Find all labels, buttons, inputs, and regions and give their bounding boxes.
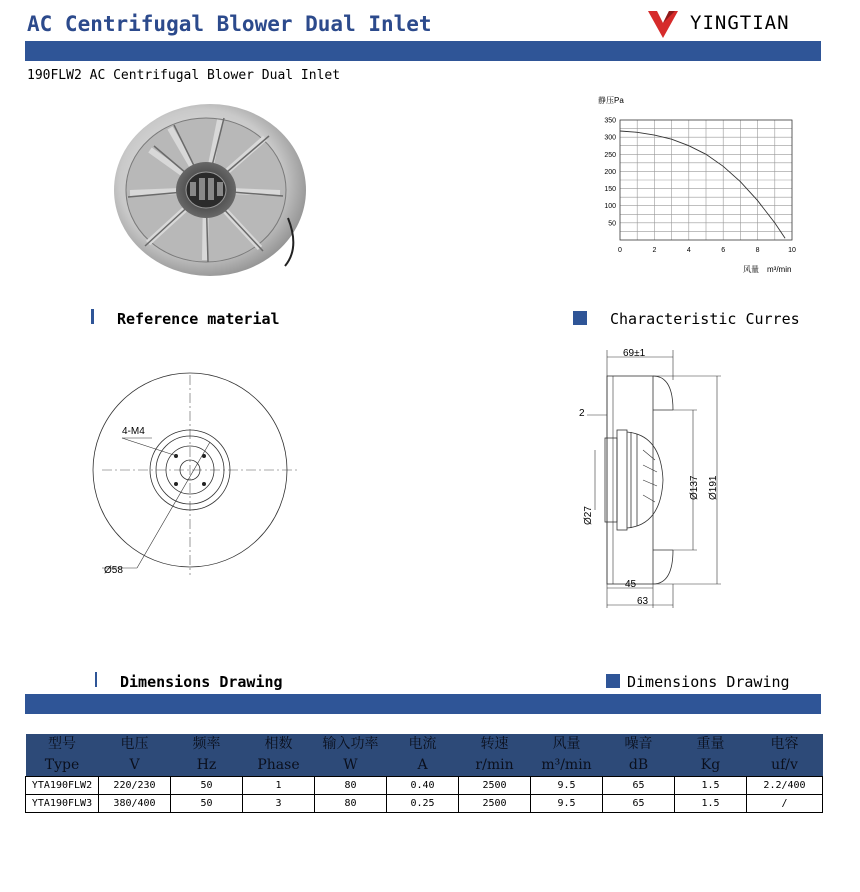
- x-tick-label: 2: [652, 247, 657, 254]
- header-cell: 风量: [531, 734, 603, 755]
- header-cell: 电容: [747, 734, 823, 755]
- table-cell: 80: [315, 777, 387, 795]
- x-tick-label: 10: [788, 247, 796, 254]
- table-header-en: [26, 755, 823, 777]
- table-cell: 3: [243, 795, 315, 813]
- x-tick-label: 6: [721, 247, 726, 254]
- spec-table: [25, 734, 823, 813]
- table-cell: 9.5: [531, 795, 603, 813]
- table-cell: 2500: [459, 795, 531, 813]
- table-cell: 1.5: [675, 777, 747, 795]
- header-cell: 相数: [243, 734, 315, 755]
- table-cell: YTA190FLW3: [26, 795, 99, 813]
- y-tick-label: 250: [604, 151, 616, 159]
- header-cell: Phase: [243, 755, 315, 777]
- header-cell: 转速: [459, 734, 531, 755]
- header-cell: 电压: [99, 734, 171, 755]
- diameter-58-label: Ø58: [104, 565, 123, 576]
- table-row: [26, 795, 823, 813]
- section-marker: [606, 674, 620, 688]
- table-cell: 50: [171, 777, 243, 795]
- d191-label: Ø191: [708, 475, 719, 500]
- header-bar: [25, 41, 821, 61]
- table-cell: 80: [315, 795, 387, 813]
- section-marker: [573, 311, 587, 325]
- table-top-bar: [25, 694, 821, 714]
- brand-name: YINGTIAN: [690, 12, 790, 34]
- side-view-drawing: [565, 340, 770, 612]
- header-cell: Kg: [675, 755, 747, 777]
- section-marker: [95, 672, 97, 687]
- header-cell: 电流: [387, 734, 459, 755]
- chart-series-line: [620, 131, 785, 238]
- chart-ylabel: 静压Pa: [598, 96, 624, 105]
- section-characteristic-curves: Characteristic Curres: [610, 310, 800, 328]
- table-cell: /: [747, 795, 823, 813]
- chart-y-ticks: [604, 118, 616, 228]
- header-cell: dB: [603, 755, 675, 777]
- blower-product-image: [110, 98, 310, 288]
- width-69-label: 69±1: [623, 348, 646, 359]
- header-cell: A: [387, 755, 459, 777]
- table-cell: 1.5: [675, 795, 747, 813]
- table-cell: 65: [603, 777, 675, 795]
- header-cell: W: [315, 755, 387, 777]
- d137-label: Ø137: [689, 475, 700, 500]
- front-view-drawing: [92, 370, 302, 585]
- dim-45-label: 45: [625, 579, 637, 590]
- thread-label: 4-M4: [122, 426, 145, 437]
- y-tick-label: 150: [604, 186, 616, 194]
- header-cell: Type: [26, 755, 99, 777]
- table-cell: 1: [243, 777, 315, 795]
- section-dimensions-drawing-right: Dimensions Drawing: [627, 673, 790, 691]
- y-tick-label: 50: [608, 220, 616, 228]
- y-tick-label: 100: [604, 203, 616, 211]
- chart-xlabel: 风量: [743, 265, 759, 274]
- characteristic-chart: [585, 90, 810, 285]
- table-cell: 0.40: [387, 777, 459, 795]
- y-tick-label: 300: [604, 134, 616, 142]
- chart-grid: [620, 120, 792, 240]
- header-cell: 重量: [675, 734, 747, 755]
- dim-63-label: 63: [637, 596, 649, 607]
- table-cell: 50: [171, 795, 243, 813]
- section-marker: [91, 309, 94, 324]
- yingtian-logo-icon: [645, 8, 681, 42]
- header-cell: 输入功率: [315, 734, 387, 755]
- table-cell: 2.2/400: [747, 777, 823, 795]
- product-subtitle: 190FLW2 AC Centrifugal Blower Dual Inlet: [27, 68, 341, 83]
- d27-label: Ø27: [583, 506, 594, 525]
- header-cell: 噪音: [603, 734, 675, 755]
- table-cell: 380/400: [99, 795, 171, 813]
- table-cell: 2500: [459, 777, 531, 795]
- table-header-cn: [26, 734, 823, 755]
- table-cell: 9.5: [531, 777, 603, 795]
- header-cell: 频率: [171, 734, 243, 755]
- x-tick-label: 0: [618, 247, 622, 254]
- x-tick-label: 8: [755, 247, 760, 254]
- header-cell: uf/v: [747, 755, 823, 777]
- gap-2-label: 2: [579, 408, 585, 419]
- table-cell: 65: [603, 795, 675, 813]
- section-dimensions-drawing-left: Dimensions Drawing: [120, 673, 283, 691]
- chart-x-ticks: [618, 247, 796, 254]
- header-cell: m³/min: [531, 755, 603, 777]
- table-row: [26, 777, 823, 795]
- header-cell: Hz: [171, 755, 243, 777]
- header-cell: 型号: [26, 734, 99, 755]
- page-title: AC Centrifugal Blower Dual Inlet: [27, 12, 432, 36]
- table-cell: 220/230: [99, 777, 171, 795]
- section-reference-material: Reference material: [117, 310, 280, 328]
- x-tick-label: 4: [686, 247, 691, 254]
- chart-xunit: m³/min: [767, 265, 792, 274]
- y-tick-label: 200: [604, 168, 616, 176]
- table-cell: YTA190FLW2: [26, 777, 99, 795]
- header-cell: V: [99, 755, 171, 777]
- table-cell: 0.25: [387, 795, 459, 813]
- header-cell: r/min: [459, 755, 531, 777]
- y-tick-label: 350: [604, 117, 616, 125]
